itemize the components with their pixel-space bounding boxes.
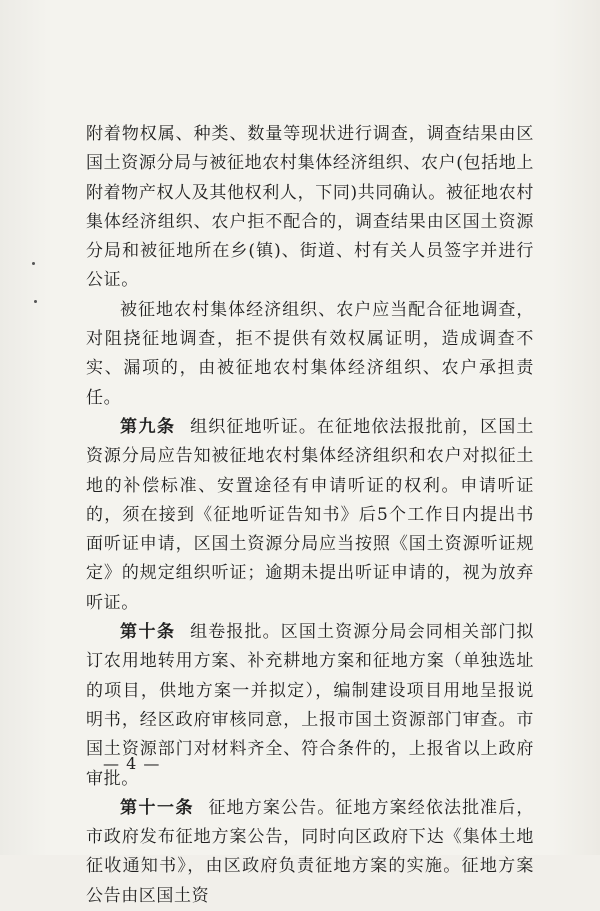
scan-speck bbox=[32, 262, 35, 265]
article-number: 第十条 bbox=[120, 622, 176, 643]
article-text: 组织征地听证。在征地依法报批前，区国土资源分局应告知被征地农村集体经济组织和农户对拟征土地的补偿标准、安置途径有申请听证的权利。申请听证的，须在接到《征地听证告知书》后5个工作日内提出书面听证申请，区国土资源分局应当按照《国土资源听证规定》的规定组织听证；逾期未提出听证申请的，视为放弃听证。 bbox=[86, 416, 535, 613]
article-text: 征地方案公告。征地方案经依法批准后，市政府发布征地方案公告，同时向区政府下达《集体土地征收通知书》，由区政府负责征地方案的实施。征地方案公告由区国土资 bbox=[86, 797, 534, 906]
article-9 bbox=[86, 413, 534, 618]
scan-speck bbox=[34, 300, 37, 303]
paragraph-text: 被征地农村集体经济组织、农户应当配合征地调查，对阻挠征地调查，拒不提供有效权属证明，造成调查不实、漏项的，由被征地农村集体经济组织、农户承担责任。 bbox=[86, 299, 534, 408]
paragraph-1 bbox=[86, 120, 534, 296]
page-number: — 4 — bbox=[103, 754, 161, 773]
article-number: 第十一条 bbox=[120, 797, 195, 818]
article-11 bbox=[86, 794, 534, 911]
article-number: 第九条 bbox=[120, 416, 176, 437]
document-body bbox=[86, 120, 534, 911]
article-text: 组卷报批。区国土资源分局会同相关部门拟订农用地转用方案、补充耕地方案和征地方案（单独选址的项目，供地方案一并拟定），编制建设项目用地呈报说明书，经区政府审核同意，上报市国土资源部门审查。市国土资源部门对材料齐全、符合条件的，上报省以上政府审批。 bbox=[86, 622, 535, 789]
paragraph-text: 附着物权属、种类、数量等现状进行调查，调查结果由区国土资源分局与被征地农村集体经济组织、农户(包括地上附着物产权人及其他权利人，下同)共同确认。被征地农村集体经济组织、农户拒不配合的，调查结果由区国土资源分局和被征地所在乡(镇)、街道、村有关人员签字并进行公证。 bbox=[86, 124, 534, 291]
paragraph-2 bbox=[86, 296, 534, 413]
